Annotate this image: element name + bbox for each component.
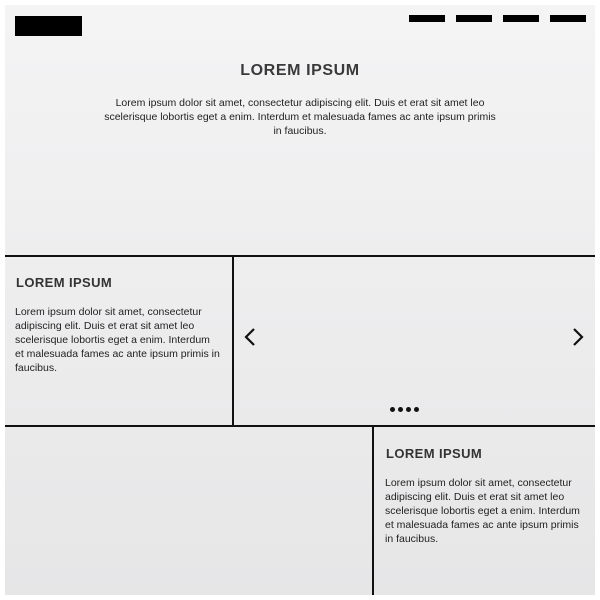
image-placeholder <box>5 427 372 595</box>
slider-next-button[interactable] <box>567 324 589 350</box>
page-frame <box>5 5 595 595</box>
nav-item-2[interactable] <box>456 15 492 22</box>
slider-prev-button[interactable] <box>239 324 261 350</box>
nav-item-3[interactable] <box>503 15 539 22</box>
logo[interactable] <box>15 16 82 36</box>
slider-pagination <box>390 407 419 412</box>
main-nav <box>409 15 586 22</box>
right-card-text: Lorem ipsum dolor sit amet, consectetur adipiscing elit. Duis et erat sit amet leo scelerisque lobortis eget a enim. Interdum et malesuada fames ac ante ipsum primis in faucibus. <box>385 477 580 545</box>
slider-dot-1[interactable] <box>390 407 395 412</box>
chevron-right-icon <box>571 327 585 347</box>
right-card-title: LOREM IPSUM <box>386 446 483 461</box>
hero-text: Lorem ipsum dolor sit amet, consectetur adipiscing elit. Duis et erat sit amet leo scelerisque lobortis eget a enim. Interdum et malesuada fames ac ante ipsum primis in faucibus. <box>104 97 496 137</box>
left-card-title: LOREM IPSUM <box>16 275 113 290</box>
slider-dot-3[interactable] <box>406 407 411 412</box>
divider-hero <box>5 255 595 257</box>
slider-dot-2[interactable] <box>398 407 403 412</box>
slider-dot-4[interactable] <box>414 407 419 412</box>
nav-item-4[interactable] <box>550 15 586 22</box>
divider-middle-vertical <box>232 256 234 425</box>
divider-bottom-vertical <box>372 426 374 595</box>
chevron-left-icon <box>243 327 257 347</box>
left-card-text: Lorem ipsum dolor sit amet, consectetur adipiscing elit. Duis et erat sit amet leo scelerisque lobortis eget a enim. Interdum et malesuada fames ac ante ipsum primis in faucibus. <box>15 306 220 374</box>
nav-item-1[interactable] <box>409 15 445 22</box>
hero-title: LOREM IPSUM <box>240 62 360 79</box>
